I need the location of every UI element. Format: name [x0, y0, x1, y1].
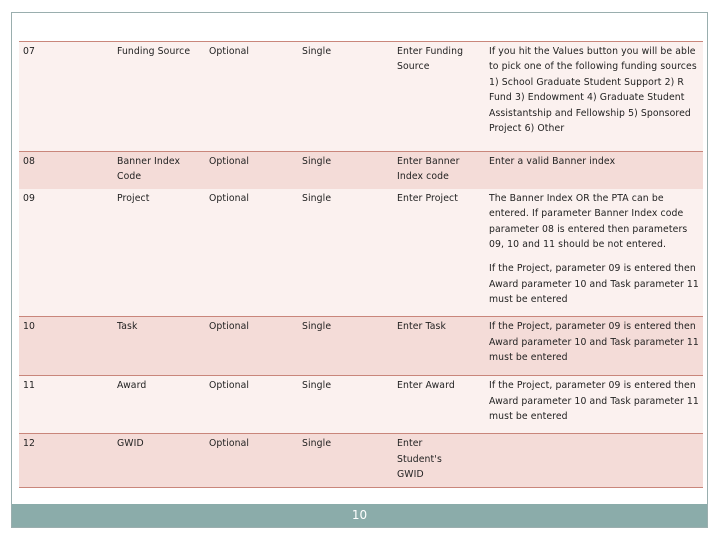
param-description — [485, 434, 703, 487]
param-name — [113, 189, 205, 317]
table-row — [19, 376, 703, 434]
param-id: 07 — [19, 42, 113, 152]
description-text: If the Project, parameter 09 is entered then Award parameter 10 and Task parameter 11 must be entered — [489, 321, 699, 364]
param-type: Single — [298, 42, 393, 152]
param-type: Single — [298, 317, 393, 376]
param-name — [113, 42, 205, 152]
description-text: If you hit the Values button you will be able to pick one of the following funding sources 1) School Graduate Student Support 2) R Fund 3) Endowment 4) Graduate Student Assistantship and Fellowship 5) Sponsored Project 6) Other — [489, 46, 697, 135]
param-id: 08 — [19, 152, 113, 189]
param-required: Optional — [205, 317, 298, 376]
param-prompt — [393, 42, 485, 152]
param-name-text: Award — [117, 380, 147, 392]
table-row — [19, 434, 703, 487]
param-description — [485, 317, 703, 376]
description-text: Enter a valid Banner index — [489, 156, 616, 167]
param-type: Single — [298, 376, 393, 434]
table-row — [19, 42, 703, 152]
param-type: Single — [298, 189, 393, 317]
param-required: Optional — [205, 42, 298, 152]
param-description — [485, 376, 703, 434]
param-id: 11 — [19, 376, 113, 434]
param-required: Optional — [205, 434, 298, 487]
param-type: Single — [298, 152, 393, 189]
footer-bar — [12, 504, 707, 527]
description-text: If the Project, parameter 09 is entered then Award parameter 10 and Task parameter 11 must be entered — [489, 263, 699, 306]
param-prompt-text: Enter Award — [397, 380, 455, 392]
param-prompt-text: Enter Project — [397, 192, 459, 204]
param-prompt — [393, 376, 485, 434]
param-name-text: Funding Source — [117, 46, 191, 57]
param-id: 09 — [19, 189, 113, 317]
table-row — [19, 317, 703, 376]
param-prompt-text: Enter Student's GWID — [397, 438, 442, 481]
param-prompt-text: Enter Banner Index code — [397, 156, 460, 183]
description-text: The Banner Index OR the PTA can be entered. If parameter Banner Index code parameter 08 is entered then parameters 09, 10 and 11 should be not entered. — [489, 192, 688, 251]
param-description — [485, 42, 703, 152]
param-prompt — [393, 317, 485, 376]
description-text: If the Project, parameter 09 is entered then Award parameter 10 and Task parameter 11 must be entered — [489, 380, 699, 423]
param-required: Optional — [205, 152, 298, 189]
param-name-text: Project — [117, 192, 150, 204]
param-prompt-text: Enter Funding Source — [397, 46, 464, 73]
param-required: Optional — [205, 189, 298, 317]
param-prompt — [393, 434, 485, 487]
param-description — [485, 152, 703, 189]
table-row — [19, 189, 703, 317]
page-number: 10 — [351, 508, 368, 522]
param-prompt — [393, 189, 485, 317]
param-name — [113, 152, 205, 189]
param-prompt — [393, 152, 485, 189]
param-id: 12 — [19, 434, 113, 487]
param-name — [113, 434, 205, 487]
param-name — [113, 317, 205, 376]
param-description — [485, 189, 703, 317]
param-name-text: Banner Index Code — [117, 156, 181, 183]
parameters-table — [19, 41, 703, 488]
param-prompt-text: Enter Task — [397, 321, 446, 333]
param-id: 10 — [19, 317, 113, 376]
param-name-text: GWID — [117, 438, 144, 450]
table-row — [19, 152, 703, 189]
param-type: Single — [298, 434, 393, 487]
param-name — [113, 376, 205, 434]
param-name-text: Task — [117, 321, 138, 333]
param-required: Optional — [205, 376, 298, 434]
